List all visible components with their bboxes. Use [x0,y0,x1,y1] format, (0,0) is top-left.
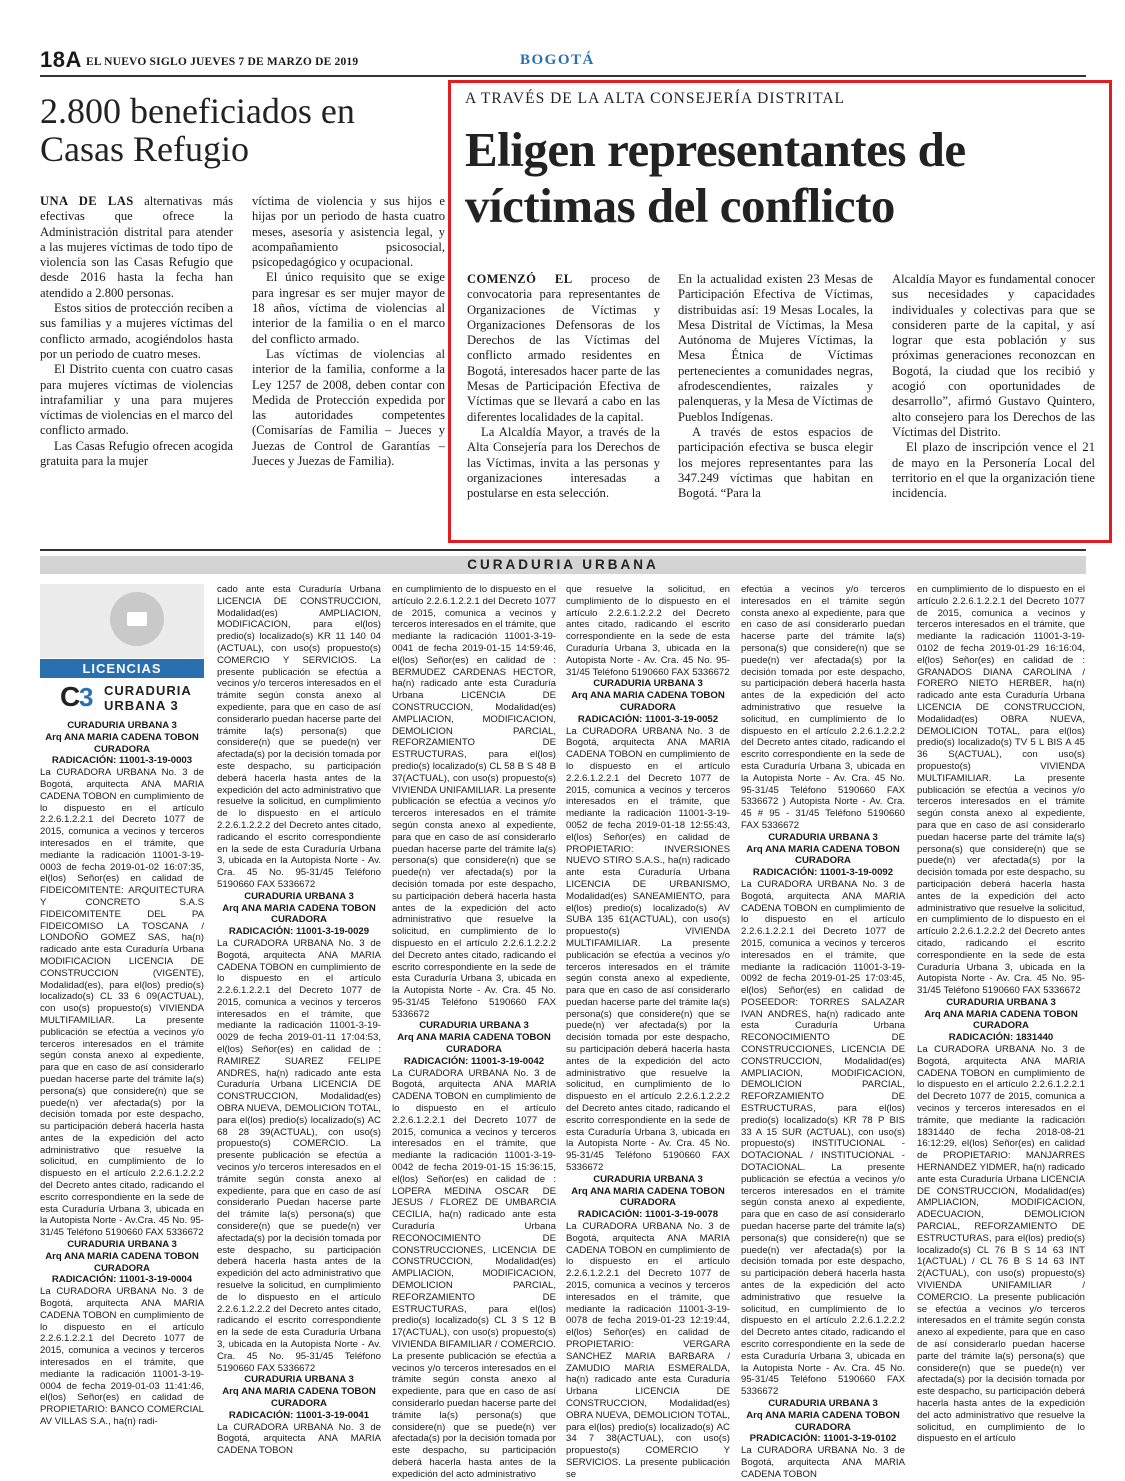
section-title: BOGOTÁ [520,52,595,68]
left-article-col1: UNA DE LAS alternativas más efectivas que ofrece la Administración distrital para atender a las mujeres víctimas de todo tipo de violencia son las Casas Refugio que desde 2016 hasta la fecha han atendido a 2.800 personas. Estos sitios de protección reciben a sus familias y a mujeres víctimas del conflicto armado, acogiéndolos hasta por un periodo de cuatro meses. El Distrito cuenta con cuatro casas para mujeres víctimas de violencias intrafamiliar y una para mujeres víctimas de violencias en el marco del conflicto armado. Las Casas Refugio ofrecen acogida gratuita para la mujer [40,194,233,469]
masthead-info: EL NUEVO SIGLO JUEVES 7 DE MARZO DE 2019 [86,56,359,68]
classified-col-2: cado ante esta Curaduría Urbana LICENCIA DE CONSTRUCCION, Modalidad(es) AMPLIACION, MODIFICACION, para el(los) predio(s) localizado(s) KR 11 140 04 (ACTUAL), con uso(s) propuesto(s) COMERCIO Y SERVICIOS. La presente publicación se efectúa a vecinos y/o terceros interesados en el trámite según consta anexo al expediente, para que en caso de así considerarlo puedan hacerse parte del trámite la(s) persona(s) que considere(n) que se puede(n) ver afectada(s) por la decisión tomada por este despacho, su participación deberá hacerla hasta antes de la expedición del acto administrativo que resuelve la solicitud, en cumplimiento de lo dispuesto en el artículo 2.2.6.1.2.2.2 del Decreto antes citado, radicando el escrito correspondiente en la sede de esta Curaduría Urbana 3, ubicada en la Autopista Norte - Av. Cra. 45 No. 95-31/45 Teléfono 5190660 FAX 5336672 CURADURIA URBANA 3 Arq ANA MARIA CADENA TOBON CURADORA RADICACIÓN: 11001-3-19-0029 La CURADORA URBANA No. 3 de Bogotá, arquitecta ANA MARIA CADENA TOBON en cumplimiento de lo dispuesto en el artículo 2.2.6.1.2.2.1 del Decreto 1077 de 2015, comunica a vecinos y terceros interesados en el trámite, que mediante la radicación 11001-3-19-0029 de fecha 2019-01-11 17:04:53, el(los) Señor(es) en calidad de : RAMIREZ SUAREZ FELIPE ANDRES, ha(n) radicado ante esta Curaduría Urbana LICENCIA DE CONSTRUCCION, Modalidad(es) OBRA NUEVA, DEMOLICION TOTAL, para el(los) predio(s) localizado(s) AC 68 28 39(ACTUAL), con uso(s) propuesto(s) COMERCIO. La presente publicación se efectúa a vecinos y/o terceros interesados en el trámite según consta anexo al expediente, para que en caso de así considerarlo Puedan hacerse parte del trámite la(s) persona(s) que considere(n) que se puede(n) ver afectada(s) por la decisión tomada por este despacho, su participación deberá hacerla hasta antes de la expedición del acto administrativo que resuelve la solicitud, en cumplimiento de lo dispuesto en el artículo 2.2.6.1.2.2.2 del Decreto antes citado, radicando el escrito correspondiente en la sede de esta Curaduría Urbana 3, ubicada en la Autopista Norte - Av. Cra. 45 No. 95-31/45 Teléfono 5190660 FAX 5336672 CURADURIA URBANA 3 Arq ANA MARIA CADENA TOBON CURADORA RADICACIÓN: 11001-3-19-0041 La CURADORA URBANA No. 3 de Bogotá, arquitecta ANA MARIA CADENA TOBON [217,584,381,1457]
right-article-col3: Alcaldía Mayor es fundamental conocer sus necesidades y capacidades individuales y colectivas para que se consideren parte de la capital, y así lograr que esta población y sus próximas generaciones reconozcan en Bogotá, la ciudad que los recibió y acogió con oportunidades de desarrollo”, afirmó Gustavo Quintero, alto consejero para los Derechos de las Víctimas del Distrito. El plazo de inscripción vence el 21 de mayo en la Personería Local del territorio en el que la organización tiene incidencia. [892,272,1095,501]
right-article-lead: COMENZÓ EL [467,272,573,286]
section-divider [40,549,1086,551]
page-number: 18A [40,47,82,72]
left-article-lead: UNA DE LAS [40,194,134,208]
truck-shape [127,612,147,626]
right-article-col1: COMENZÓ EL proceso de convocatoria para representantes de Organizaciones de Víctimas y Organizaciones Defensoras de los Derechos de las Víctimas del conflicto armado residentes en Bogotá, interesados hacer parte de las Mesas de Participación Efectiva de Víctimas que se llevará a cabo en las diferentes localidades de la capital. La Alcaldía Mayor, a través de la Alta Consejería para los Derechos de las Víctimas, invita a las personas y organizaciones interesadas a postularse en esta selección. [467,272,660,501]
right-article-headline: Eligen representantes de víctimas del conflicto [465,122,966,233]
logo-number: 3 [79,682,94,712]
classifieds-banner [40,556,1086,574]
masthead-rule [40,75,1086,77]
classified-col-1: CURADURIA URBANA 3 Arq ANA MARIA CADENA TOBON CURADORA RADICACIÓN: 11001-3-19-0003 La CURADORA URBANA No. 3 de Bogotá, arquitecta ANA MARIA CADENA TOBON en cumplimiento de lo dispuesto en el artículo 2.2.6.1.2.2.1 del Decreto 1077 de 2015, comunica a vecinos y terceros interesados en el trámite, que mediante la radicación 11001-3-19-0003 de fecha 2019-01-02 16:07:35, el(los) Señor(es) en calidad de FIDEICOMITENTE: ARQUITECTURA Y CONCRETO S.A.S FIDEICOMITENTE DEL PA FIDEICOMISO LA TOSCANA / LONDOÑO GOMEZ SAS, ha(n) radicado ante esta Curaduría Urbana MODIFICACION LICENCIA DE CONSTRUCCION (VIGENTE), Modalidad(es), para el(los) predio(s) localizado(s) CL 33 6 09(ACTUAL), con uso(s) propuesto(s) VIVIENDA MULTIFAMILIAR. La presente publicación se efectúa a vecinos y/o terceros interesados en el trámite según consta anexo al expediente, para que en caso de así considerarlo puedan hacerse parte del trámite la(s) persona(s) que considere(n) que se puede(n) ver afectada(s) por la decisión tomada por este despacho, su participación deberá hacerla hasta antes de la expedición del acto administrativo que resuelve la solicitud, en cumplimiento de lo dispuesto en el artículo 2.2.6.1.2.2.2 del Decreto antes citado, radicando el escrito correspondiente en la sede de esta Curaduría Urbana 3, ubicada en la Autopista Norte - Av.Cra. 45 No. 95-31/45 Teléfono 5190660 FAX 5336672 CURADURIA URBANA 3 Arq ANA MARIA CADENA TOBON CURADORA RADICACIÓN: 11001-3-19-0004 La CURADORA URBANA No. 3 de Bogotá, arquitecta ANA MARIA CADENA TOBON en cumplimiento de lo dispuesto en el artículo 2.2.6.1.2.2.1 del Decreto 1077 de 2015, comunica a vecinos y terceros interesados en el trámite, que mediante la radicación 11001-3-19-0004 de fecha 2019-01-03 11:41:46, el(los) Señor(es) en calidad de PROPIETARIO: BANCO COMERCIAL AV VILLAS S.A., ha(n) radi- [40,720,205,1428]
classifieds-banner-title: CURADURIA URBANA [467,557,659,572]
curaduria-logo [60,681,210,715]
right-article-kicker: A TRAVÉS DE LA ALTA CONSEJERÍA DISTRITAL [465,90,845,107]
right-article-col2: En la actualidad existen 23 Mesas de Participación Efectiva de Víctimas, distribuidas así: 19 Mesas Locales, la Mesa Distrital de Víctimas, la Mesa Autónoma de Mujeres Víctimas, la Mesa Étnica de Víctimas pertenecientes a comunidades negras, afrodescendientes, raizales y palenqueras, y la Mesa de Víctimas de Pueblos Indígenas. A través de estos espacios de participación efectiva se busca elegir los mejores representantes para las 347.249 víctimas que habitan en Bogotá. “Para la [678,272,873,501]
left-article-headline: 2.800 beneficiados en Casas Refugio [40,91,355,169]
masthead [40,47,1086,75]
classified-col-3: en cumplimiento de lo dispuesto en el artículo 2.2.6.1.2.2.1 del Decreto 1077 de 2015, comunica a vecinos y terceros interesados en el trámite, que mediante la radicación 11001-3-19-0041 de fecha 2019-01-15 14:59:46, el(los) Señor(es) en calidad de : BERMUDEZ CARDENAS HECTOR, ha(n) radicado ante esta Curaduría Urbana LICENCIA DE CONSTRUCCION, Modalidad(es) AMPLIACION, MODIFICACION, DEMOLICION PARCIAL, REFORZAMIENTO DE ESTRUCTURAS, para el(los) predio(s) localizado(s) CL 58 B S 48 B 37(ACTUAL), con uso(s) propuesto(s) VIVIENDA UNIFAMILIAR. La presente publicación se efectúa a vecinos y/o terceros interesados en el trámite según consta anexo al expediente, para que en caso de así considerarlo puedan hacerse parte del trámite la(s) persona(s) que considere(n) que se puede(n) ver afectada(s) por la decisión tomada por este despacho, su participación deberá hacerla hasta antes de la expedición del acto administrativo que resuelve la solicitud, en cumplimiento de lo dispuesto en el artículo 2.2.6.1.2.2.2 del Decreto antes citado, radicando el escrito correspondiente en la sede de esta Curaduría Urbana 3, ubicada en la Autopista Norte - Av. Cra. 45 No. 95-31/45 Teléfono 5190660 FAX 5336672 CURADURIA URBANA 3 Arq ANA MARIA CADENA TOBON CURADORA RADICACIÓN: 11001-3-19-0042 La CURADORA URBANA No. 3 de Bogotá, arquitecta ANA MARIA CADENA TOBON en cumplimiento de lo dispuesto en el artículo 2.2.6.1.2.2.1 del Decreto 1077 de 2015, comunica a vecinos y terceros interesados en el trámite, que mediante la radicación 11001-3-19-0042 de fecha 2019-01-15 15:36:15, el(los) Señor(es) en calidad de : LOPERA MEDINA OSCAR DE JESUS / FLOREZ DE UMBARCIA CECILIA, ha(n) radicado ante esta Curaduría Urbana RECONOCIMIENTO DE CONSTRUCCIONES, LICENCIA DE CONSTRUCCION, Modalidad(es) AMPLIACION, MODIFICACION, DEMOLICION PARCIAL, REFORZAMIENTO DE ESTRUCTURAS, para el(los) predio(s) localizado(s) CL 3 S 12 B 17(ACTUAL), con uso(s) propuesto(s) VIVIENDA BIFAMILIAR / COMERCIO. La presente publicación se efectúa a vecinos y/o terceros interesados en el trámite según consta anexo al expediente, para que en caso de así considerarlo puedan hacerse parte del trámite la(s) persona(s) que considere(n) que se puede(n) ver afectada(s) por la decisión tomada por este despacho, su participación deberá hacerla hasta antes de la expedición del acto administrativo [392,584,556,1480]
licencias-graphic [40,584,204,658]
classified-col-5: efectúa a vecinos y/o terceros interesados en el trámite según consta anexo al expediente, para que en caso de así considerarlo puedan hacerse parte del trámite la(s) persona(s) que considere(n) que se puede(n) ver afectada(s) por la decisión tomada por este despacho, su participación deberá hacerla hasta antes de la expedición del acto administrativo que resuelve la solicitud, en cumplimiento de lo dispuesto en el artículo 2.2.6.1.2.2.2 del Decreto antes citado, radicando el escrito correspondiente en la sede de esta Curaduría Urbana 3, ubicada en la Autopista Norte - Av. Cra. 45 No. 95-31/45 Teléfono 5190660 FAX 5336672 ) Autopista Norte - Av. Cra. 45 # 95 - 31/45 Teléfono 5190660 FAX 5336672 CURADURIA URBANA 3 Arq ANA MARIA CADENA TOBON CURADORA RADICACIÓN: 11001-3-19-0092 La CURADORA URBANA No. 3 de Bogotá, arquitecta ANA MARIA CADENA TOBON en cumplimiento de lo dispuesto en el artículo 2.2.6.1.2.2.1 del Decreto 1077 de 2015, comunica a vecinos y terceros interesados en el trámite, que mediante la radicación 11001-3-19-0092 de fecha 2019-01-25 17:03:45, el(los) Señor(es) en calidad de POSEEDOR: TORRES SALAZAR IVAN ANDRES, ha(n) radicado ante esta Curaduría Urbana RECONOCIMIENTO DE CONSTRUCCIONES, LICENCIA DE CONSTRUCCION, Modalidad(es) AMPLIACION, MODIFICACION, DEMOLICION PARCIAL, REFORZAMIENTO DE ESTRUCTURAS, para el(los) predio(s) localizado(s) KR 78 P BIS 33 A 15 SUR (ACTUAL), con uso(s) propuesto(s) INSTITUCIONAL - DOTACIONAL / INSTITUCIONAL - DOTACIONAL. La presente publicación se efectúa a vecinos y/o terceros interesados en el trámite según consta anexo al expediente, para que en caso de así considerarlo puedan hacerse parte del trámite la(s) persona(s) que considere(n) que se puede(n) ver afectada(s) por la decisión tomada por este despacho, su participación deberá hacerla hasta antes de la expedición del acto administrativo que resuelve la solicitud, en cumplimiento de lo dispuesto en el artículo 2.2.6.1.2.2.2 del Decreto antes citado, radicando el escrito correspondiente en la sede de esta Curaduría Urbana 3, ubicada en la Autopista Norte - Av. Cra. 45 No. 95-31/45 Teléfono 5190660 FAX 5336672 CURADURIA URBANA 3 Arq ANA MARIA CADENA TOBON CURADORA PRADICACIÓN: 11001-3-19-0102 La CURADORA URBANA No. 3 de Bogotá, arquitecta ANA MARIA CADENA TOBON [741,584,905,1480]
logo-name: CURADURIA URBANA 3 [104,683,192,713]
left-article-col2: víctima de violencia y sus hijos e hijas por un periodo de hasta cuatro meses, asesoría y asistencia legal, y acompañamiento psicosocial, psicopedagógico y ocupacional. El único requisito que se exige para ingresar es ser mujer mayor de 18 años, víctima de violencias al interior de la familia o en el marco del conflicto armado. Las víctimas de violencias al interior de la familia, conforme a la Ley 1257 de 2008, deben contar con Medida de Protección expedida por las autoridades competentes (Comisarías de Familia – Jueces y Juezas de Control de Garantías – Jueces y Juezas de Familia). [252,194,445,469]
classified-col-6: en cumplimiento de lo dispuesto en el artículo 2.2.6.1.2.2.1 del Decreto 1077 de 2015, comunica a vecinos y terceros interesados en el trámite, que mediante la radicación 11001-3-19-0102 de fecha 2019-01-29 16:16:04, el(los) Señor(es) en calidad de : GRANADOS DIANA CAROLINA / FORERO NIETO HERBER, ha(n) radicado ante esta Curaduría Urbana LICENCIA DE CONSTRUCCION, Modalidad(es) OBRA NUEVA, DEMOLICION TOTAL, para el(los) predio(s) localizado(s) TV 5 L BIS A 45 36 S(ACTUAL), con uso(s) propuesto(s) VIVIENDA MULTIFAMILIAR. La presente publicación se efectúa a vecinos y/o terceros interesados en el trámite según consta anexo al expediente, para que en caso de así considerarlo puedan hacerse parte del trámite la(s) persona(s) que considere(n) que se puede(n) ver afectada(s) por la decisión tomada por este despacho, su participación deberá hacerla hasta antes de la expedición del acto administrativo que resuelve la solicitud, en cumplimiento de lo dispuesto en el artículo 2.2.6.1.2.2.2 del Decreto antes citado, radicando el escrito correspondiente en la sede de esta Curaduría Urbana 3, ubicada en la Autopista Norte - Av. Cra. 45 No. 95-31/45 Teléfono 5190660 FAX 5336672 CURADURIA URBANA 3 Arq ANA MARIA CADENA TOBON CURADORA RADICACIÓN: 1831440 La CURADORA URBANA No. 3 de Bogotá, arquitecta ANA MARIA CADENA TOBON en cumplimiento de lo dispuesto en el artículo 2.2.6.1.2.2.1 del Decreto 1077 de 2015, comunica a vecinos y terceros interesados en el trámite, que mediante la radicación 1831440 de fecha 2018-08-21 16:12:29, el(los) Señor(es) en calidad de PROPIETARIO: MANJARRES HERNANDEZ YIDMER, ha(n) radicado ante esta Curaduría Urbana LICENCIA DE CONSTRUCCION, Modalidad(es) AMPLIACION, MODIFICACION, ADECUACION, DEMOLICION PARCIAL, REFORZAMIENTO DE ESTRUCTURAS, para el(los) predio(s) localizado(s) CL 76 B S 14 63 INT 1(ACTUAL) / CL 76 B S 14 63 INT 2(ACTUAL), con uso(s) propuesto(s) VIVIENDA UNIFAMILIAR / COMERCIO. La presente publicación se efectúa a vecinos y/o terceros interesados en el trámite según consta anexo al expediente, para que en caso de así considerarlo puedan hacerse parte del trámite la(s) persona(s) que considere(n) que se puede(n) ver afectada(s) por la decisión tomada por este despacho, su participación deberá hacerla hasta antes de la expedición del acto administrativo que resuelve la solicitud, en cumplimiento de lo dispuesto en el artículo [917,584,1085,1445]
licencias-label: LICENCIAS [40,659,204,678]
classified-col-4: que resuelve la solicitud, en cumplimiento de lo dispuesto en el artículo 2.2.6.1.2.2.2 del Decreto antes citado, radicando el escrito correspondiente en la sede de esta Curaduría Urbana 3, ubicada en la Autopista Norte - Av. Cra. 45 No. 95-31/45 Teléfono 5190660 FAX 5336672 CURADURIA URBANA 3 Arq ANA MARIA CADENA TOBON CURADORA RADICACIÓN: 11001-3-19-0052 La CURADORA URBANA No. 3 de Bogotá, arquitecta ANA MARIA CADENA TOBON en cumplimiento de lo dispuesto en el artículo 2.2.6.1.2.2.1 del Decreto 1077 de 2015, comunica a vecinos y terceros interesados en el trámite, que mediante la radicación 11001-3-19-0052 de fecha 2019-01-18 12:55:43, el(los) Señor(es) en calidad de PROPIETARIO: INVERSIONES NUEVO STIRO S.A.S., ha(n) radicado ante esta Curaduría Urbana LICENCIA DE URBANISMO, Modalidad(es) SANEAMIENTO, para el(los) predio(s) localizado(s) AV SUBA 135 61(ACTUAL), con uso(s) propuesto(s) VIVIENDA MULTIFAMILIAR. La presente publicación se efectúa a vecinos y/o terceros interesados en el trámite según consta anexo al expediente, para que en caso de así considerarlo puedan hacerse parte del trámite la(s) persona(s) que considere(n) que se puede(n) ver afectada(s) por la decisión tomada por este despacho, su participación deberá hacerla hasta antes de la expedición del acto administrativo que resuelve la solicitud, en cumplimiento de lo dispuesto en el artículo 2.2.6.1.2.2.2 del Decreto antes citado, radicando el escrito correspondiente en la sede de esta Curaduría Urbana 3, ubicada en la Autopista Norte - Av. Cra. 45 No. 95-31/45 Teléfono 5190660 FAX 5336672 CURADURIA URBANA 3 Arq ANA MARIA CADENA TOBON CURADORA RADICACIÓN: 11001-3-19-0078 La CURADORA URBANA No. 3 de Bogotá, arquitecta ANA MARIA CADENA TOBON en cumplimiento de lo dispuesto en el artículo 2.2.6.1.2.2.1 del Decreto 1077 de 2015, comunica a vecinos y terceros interesados en el trámite, que mediante la radicación 11001-3-19-0078 de fecha 2019-01-23 12:19:44, el(los) Señor(es) en calidad de PROPIETARIO: VERGARA SANCHEZ MARIA BARBARA / ZAMUDIO MARIA ESMERALDA, ha(n) radicado ante esta Curaduría Urbana LICENCIA DE CONSTRUCCION, Modalidad(es) OBRA NUEVA, DEMOLICION TOTAL, para el(los) predio(s) localizado(s) AC 34 7 38(ACTUAL), con uso(s) propuesto(s) COMERCIO Y SERVICIOS. La presente publicación se [566,584,730,1480]
logo-letter: C [60,681,81,712]
cement-truck-icon [110,592,164,646]
